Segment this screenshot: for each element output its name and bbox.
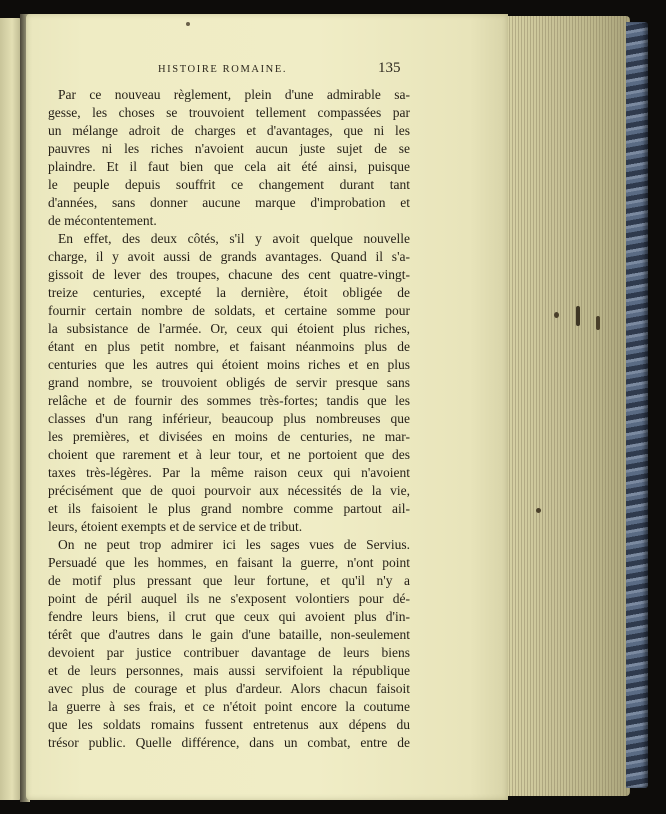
- text-line: avec plus de courage et plus d'ardeur. Alors chacun faisoit: [48, 681, 410, 696]
- text-line: On ne peut trop admirer ici les sages vues de Servius.: [58, 537, 410, 552]
- page-number: 135: [378, 60, 401, 76]
- text-line: précisément que de quoi pourvoir aux nécessités de la vie,: [48, 483, 410, 498]
- text-line: pauvres ni les riches n'avoient aucun juste sujet de se: [48, 141, 410, 156]
- page-fore-edge: [506, 16, 630, 796]
- text-line: que les soldats romains fussent entretenus aux dépens du: [48, 717, 410, 732]
- text-line: En effet, des deux côtés, s'il y avoit quelque nouvelle: [58, 231, 410, 246]
- text-line: fendre leurs biens, il crut que ceux qui avoient plus d'in-: [48, 609, 410, 624]
- text-line: classes d'un rang inférieur, beaucoup plus nombreuses que: [48, 411, 410, 426]
- text-line: gesse, les choses se trouvoient tellement compassées par: [48, 105, 410, 120]
- text-line: treize centuries, excepté la dernière, étoit obligée de: [48, 285, 410, 300]
- text-line: charge, il y avoit aussi de grands avantages. Quand il s'a-: [48, 249, 410, 264]
- text-line: le peuple depuis souffrit ce changement durant tant: [48, 177, 410, 192]
- text-line: la guerre à ses frais, et ce n'étoit point encore la coutume: [48, 699, 410, 714]
- text-line: gissoit de lever des troupes, chacune des cent quatre-vingt-: [48, 267, 410, 282]
- text-line: plaindre. Et il faut bien que cela ait été ainsi, puisque: [48, 159, 410, 174]
- text-line: choient que rarement et à leur tour, et ne portoient que des: [48, 447, 410, 462]
- running-head: HISTOIRE ROMAINE.: [158, 64, 288, 75]
- text-line: et de leurs personnes, mais aussi servifoient la république: [48, 663, 410, 678]
- text-line: relâche et de fournir des sommes très-fortes; tandis que les: [48, 393, 410, 408]
- text-line: d'années, sans donner aucune marque d'improbation et: [48, 195, 410, 210]
- text-line: taxes très-légères. Par la même raison ceux qui n'avoient: [48, 465, 410, 480]
- text-line: Par ce nouveau règlement, plein d'une admirable sa-: [58, 87, 410, 102]
- facing-page-edge: [0, 18, 22, 800]
- text-line: étant en plus petit nombre, et faisant néanmoins plus de: [48, 339, 410, 354]
- text-line: devoient par justice contribuer davantage de leurs biens: [48, 645, 410, 660]
- text-line: centuries que les autres qui étoient moins riches et en plus: [48, 357, 410, 372]
- text-line: Persuadé que les hommes, en faisant la guerre, n'ont point: [48, 555, 410, 570]
- text-line: les premières, et divisées en moins de centuries, ne mar-: [48, 429, 410, 444]
- text-line: leurs, étoient exempts et de service et de tribut.: [48, 519, 303, 534]
- text-line: trésor public. Quelle différence, dans un combat, entre de: [48, 735, 410, 750]
- text-line: de motif plus pressant que leur fortune, et qu'il n'y a: [48, 573, 410, 588]
- text-line: la subsistance de l'armée. Or, ceux qui étoient plus riches,: [48, 321, 410, 336]
- text-line: de mécontentement.: [48, 213, 157, 228]
- text-line: grand nombre, se trouvoient obligés de servir presque sans: [48, 375, 410, 390]
- text-line: térêt que d'autres dans le gain d'une bataille, non-seulement: [48, 627, 410, 642]
- text-line: un mélange adroit de charges et d'avantages, que ni les: [48, 123, 410, 138]
- book-cover-board: [626, 22, 648, 788]
- text-line: point de péril auquel ils ne s'exposent volontiers pour dé-: [48, 591, 410, 606]
- text-line: et ils faisoient le plus grand nombre comme partout ail-: [48, 501, 410, 516]
- text-line: fournir certain nombre de soldats, et certaine somme pour: [48, 303, 410, 318]
